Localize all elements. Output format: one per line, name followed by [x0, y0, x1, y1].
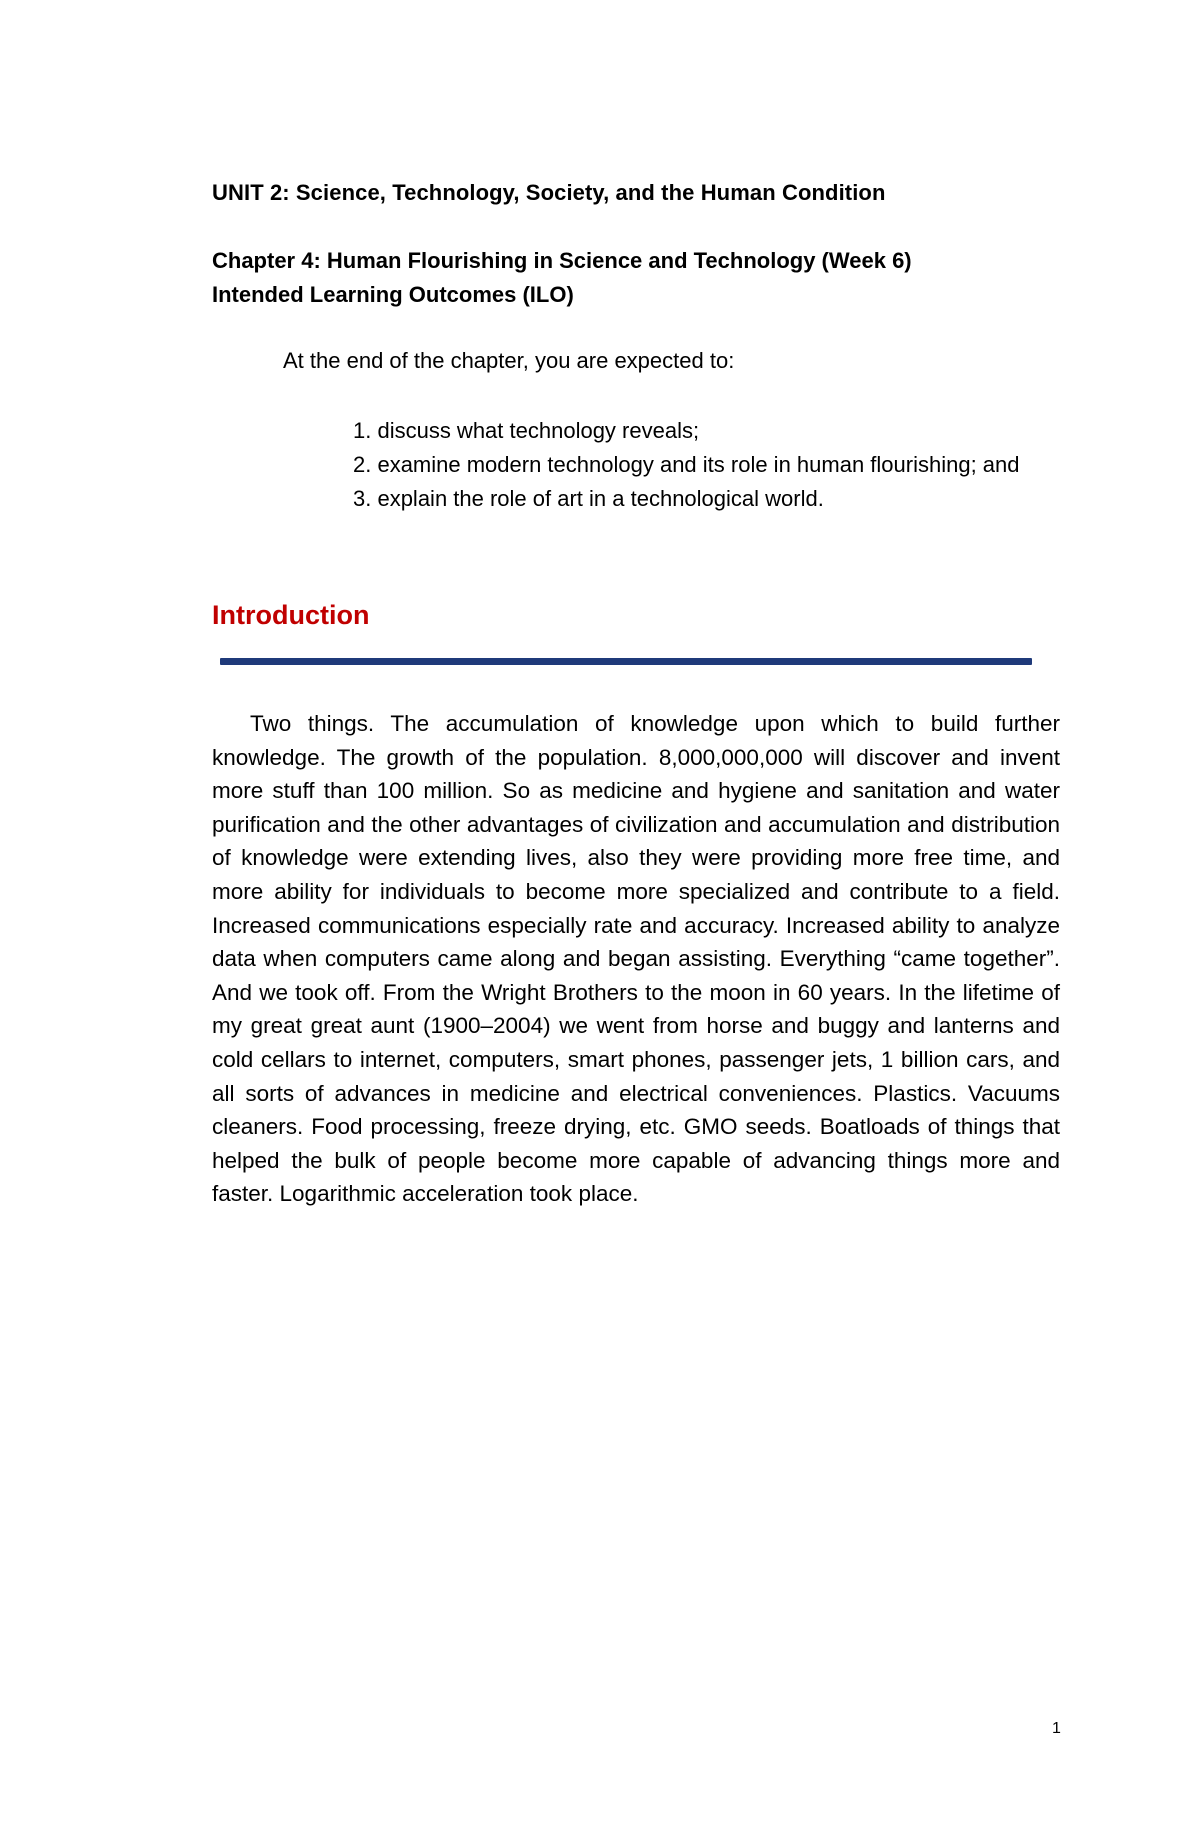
ilo-item: 1. discuss what technology reveals; [353, 418, 700, 443]
introduction-paragraph: Two things. The accumulation of knowledge upon which to build further knowledge. The growth of the population. 8,000,000,000 will discover and invent more stuff than 100 million. So as medicine and hygiene and sanitation and water purification and the other advantages of civilization and accumulation and distribution of knowledge were extending lives, also they were providing more free time, and more ability for individuals to become more specialized and contribute to a field. Increased communications especially rate and accuracy. Increased ability to analyze data when computers came along and began assisting. Everything “came together”. And we took off. From the Wright Brothers to the moon in 60 years. In the lifetime of my great great aunt (1900–2004) we went from horse and buggy and lanterns and cold cellars to internet, computers, smart phones, passenger jets, 1 billion cars, and all sorts of advances in medicine and electrical conveniences. Plastics. Vacuums cleaners. Food processing, freeze drying, etc. GMO seeds. Boatloads of things that helped the bulk of people become more capable of advancing things more and faster. Logarithmic acceleration took place. [212, 711, 1060, 1207]
ilo-list [353, 414, 1060, 516]
ilo-intro-text: At the end of the chapter, you are expected to: [283, 348, 735, 373]
section-divider [220, 658, 1032, 665]
introduction-heading: Introduction [212, 600, 370, 630]
ilo-item: 3. explain the role of art in a technological world. [353, 486, 824, 511]
page-number: 1 [1052, 1720, 1061, 1737]
unit-title: UNIT 2: Science, Technology, Society, and the Human Condition [212, 180, 886, 205]
chapter-title: Chapter 4: Human Flourishing in Science and Technology (Week 6) [212, 248, 912, 273]
ilo-title: Intended Learning Outcomes (ILO) [212, 282, 574, 307]
ilo-item: 2. examine modern technology and its role in human flourishing; and [353, 452, 1020, 477]
